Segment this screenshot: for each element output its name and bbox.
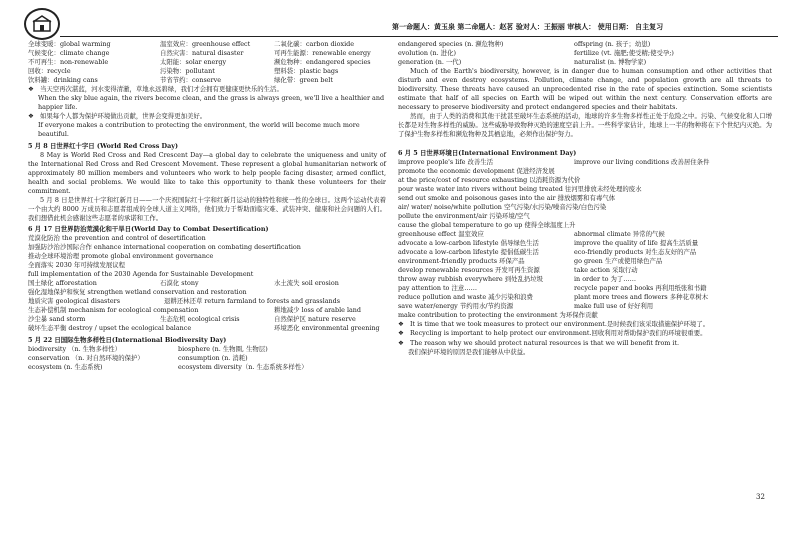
left-column [28,40,386,372]
section-heading-biodiversity: 5 月 22 日国际生物多样性日(International Biodiversity Day) [28,335,227,344]
env-row: throw away rubbish everywhere 到处乱扔垃圾 in order to 为了…… [398,275,637,284]
env-row: pour waste water into rivers without being treated 往河里排放未经处理的废水 [398,184,642,193]
example-translation: If everyone makes a contribution to protecting the environment, the world will become much more beautiful. [38,121,360,139]
example-sentence: ❖ Recycling is important to help protect our environment.回收利用对帮助保护我们的环境很重要。 [398,329,707,338]
bullet-icon: ❖ [28,85,34,94]
env-row: greenhouse effect 温室效应 abnormal climate 异常的气候 [398,229,665,238]
env-row: air/ water/ noise/white pollution 空气污染/水污染/噪音污染/白色污染 [398,202,607,211]
env-row: advocate a low-carbon lifestyle 提倡低碳生活 eco-friendly products 对生态友好的产品 [398,248,697,257]
vocab-table-1 [28,40,386,85]
spacer [398,140,772,147]
desert-row: 沙尘暴 sand storm 生态危机 ecological crisis 自然保护区 nature reserve [28,315,356,324]
desert-line: 荒漠化防治 the prevention and control of desertification [28,233,206,242]
page-header: 第一命题人：黄玉泉 第二命题人：赵茗 验对人：王振丽 审核人： 使用日期： 自主复习 [392,22,664,31]
section-heading-desertification: 6 月 17 日世界防治荒漠化和干旱日(World Day to Combat Desertification) [28,224,269,233]
bullet-icon: ❖ [398,320,404,329]
env-row: improve people's life 改善生活 improve our living conditions 改善居住条件 [398,157,710,166]
env-row: save water/energy 节约用水/节约资源 make full use of 好好利用 [398,302,654,311]
bullet-icon: ❖ [398,329,404,338]
env-row: reduce pollution and waste 减少污染和浪费 plant more trees and flowers 多种花草树木 [398,293,709,302]
biodiversity-paragraph-en: Much of the Earth's biodiversity, however, is in danger due to human consumption and other activities that disturb and even destroy ecosystems. Pollution, climate change, and population growth are all threats to biodiversity. These threats have caused an unprecedented rise in the rate of species extinction. Some scientists estimate that half of all species on Earth will be wiped out within the next century. Conservation efforts are necessary to preserve biodiversity and protect endangered species and their habitats. [398,67,772,112]
school-logo [24,8,60,40]
header-divider [60,36,778,37]
page-number: 32 [756,493,765,501]
desert-row: 强化湿地保护和恢复 strengthen wetland conservation and restoration [28,288,247,297]
env-row: advocate a low-carbon lifestyle 倡导绿色生活 improve the quality of life 提高生活质量 [398,238,699,247]
env-row: cause the global temperature to go up 使得全球温度上升 [398,220,576,229]
env-row: send out smoke and poisonous gases into the air 排放烟雾和有毒气体 [398,193,616,202]
right-column [398,40,772,357]
example-sentence: ❖ 如果每个人都为保护环境做出贡献，世界会变得更加美好。 [28,112,207,121]
desert-line: 全面落实 2030 年可持续发展议程 [28,261,126,270]
env-row: make contribution to protecting the environment 为环保作贡献 [398,311,598,320]
section-heading-environment: 6 月 5 日世界环境日(International Environment Day) [398,148,577,157]
section-heading-red-cross: 5 月 8 日世界红十字日 (World Red Cross Day) [28,141,178,150]
bullet-icon: ❖ [28,112,34,121]
example-sentence: ❖ 当天空再次湛蓝，河水变得清澈，草地永远碧绿，我们才会拥有更健康更快乐的生活。 [28,85,283,94]
bio-row: endangered species (n. 濒危物种) offspring (n. 孩子；幼崽) [398,40,651,48]
bio-row: generation (n. 一代) naturalist (n. 博物学家) [398,58,647,67]
bio-row: conservation （n. 对自然环境的保护） consumption (n. 消耗) [28,353,248,362]
desert-row: 地质灾害 geological disasters 退耕还林还草 return farmland to forests and grasslands [28,297,341,306]
desert-line: full implementation of the 2030 Agenda for Sustainable Development [28,270,254,279]
desert-row: 国土绿化 afforestation 石漠化 stony 水土流失 soil erosion [28,279,339,288]
bio-row: ecosystem (n. 生态系统) ecosystem diversity（n. 生态系统多样性） [28,362,308,371]
desert-row: 生态补偿机制 mechanism for ecological compensation 耕地减少 loss of arable land [28,306,362,315]
red-cross-paragraph-zh: 5 月 8 日是世界红十字和红新月日——一个庆祝国际红十字和红新月运动的独特性和统一性的全球日。这两个运动代表着一个由大约 8000 万成员和志愿者组成的全球人道主义网络，他们致力于帮助面临灾难、武装冲突、健康和社会问题的人们。我们想借此机会感谢这些志愿者的承诺和工作。 [28,195,386,222]
env-row: develop renewable resources 开发可再生资源 take action 采取行动 [398,266,638,275]
vocab-row: 不可再生：non-renewable 太阳能：solar energy 濒危物种：endangered species [28,58,371,67]
vocab-row: 饮料罐：drinking cans 节省节约：conserve 绿化带：green belt [28,76,333,85]
desert-line: 加强防沙治沙国际合作 enhance international cooperation on combating desertification [28,243,301,252]
red-cross-paragraph-en: 8 May is World Red Cross and Red Crescent Day—a global day to celebrate the uniqueness and unity of the International Red Cross and Red Crescent Movement. These represent a global humanitarian network of approximately 80 million members and volunteers who work to help people facing disaster, armed conflict, health and social problems. We would like to take this opportunity to thank these volunteers for their commitment. [28,150,386,195]
env-row: pollute the environment/air 污染环境/空气 [398,211,530,220]
example-sentence: ❖ The reason why we should protect natural resources is that we will benefit from it. [398,338,680,347]
desert-line: 推动全球环境治理 promote global environment governance [28,252,214,261]
env-row: promote the economic development 促进经济发展 [398,166,555,175]
bullet-icon: ❖ [398,338,404,347]
vocab-row: 回收：recycle 污染物：pollutant 塑料袋：plastic bags [28,67,339,76]
env-row: environment-friendly products 环保产品 go green 生产或使用绿色产品 [398,257,663,266]
example-translation: When the sky blue again, the rivers become clean, and the grass is always green, we'll live a healthier and happier life. [38,94,385,112]
bio-row: evolution (n. 进化) fertilize (vt. 施肥;使受精;使受孕;) [398,49,674,58]
vocab-row: 全球变暖：global warming 温室效应：greenhouse effect 二氧化碳：carbon dioxide [28,40,354,48]
example-sentence: ❖ It is time that we took measures to protect our environment.是时候我们该采取措施保护环境了。 [398,320,710,329]
env-row: at the price/cost of resource exhausting 以消耗资源为代价 [398,175,581,184]
env-row: pay attention to 注意…… recycle paper and books 再利用纸张和书籍 [398,284,707,293]
example-translation: 我们保护环境的原因是我们能够从中获益。 [408,347,530,356]
biodiversity-paragraph-zh: 然而，由于人类的消费和其他干扰甚至破坏生态系统的活动，地球的许多生物多样性正处于危险之中。污染、气候变化和人口增长都是对生物多样性的威胁。这些威胁导致物种灭绝的速度空前上升。一些科学家估计，地球上一半的物种将在下个世纪内灭绝。为了保护生物多样性和濒危物种及其栖息地，必须作出保护努力。 [398,112,772,139]
vocab-row: 气候变化：climate change 自然灾害：natural disaster 可再生能源：renewable energy [28,49,371,58]
school-logo-icon [32,15,52,33]
desert-row: 破坏生态平衡 destroy / upset the ecological balance 环境恶化 environmental greening [28,324,380,333]
bio-row: biodiversity （n. 生物多样性） biosphere (n. 生物圈, 生物层) [28,344,268,353]
